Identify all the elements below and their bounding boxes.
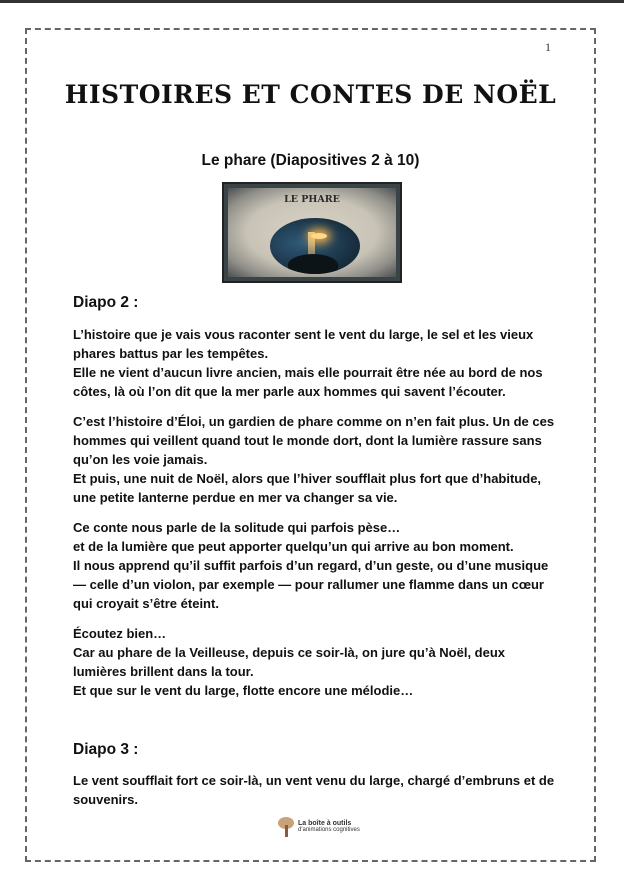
document-title: HISTOIRES ET CONTES DE NOËL (64, 80, 557, 109)
paragraph (73, 624, 553, 700)
text-line: L’histoire que je vais vous raconter sent le vent du large, le sel et les vieux (73, 327, 534, 342)
text-line: lumières brillent dans la tour. (73, 664, 254, 679)
text-line: Car au phare de la Veilleuse, depuis ce soir-là, on jure qu’à Noël, deux (73, 645, 506, 660)
lighthouse-image (222, 182, 402, 283)
text-line: hommes qui veillent quand tout le monde dort, dont la lumière rassure sans (73, 433, 542, 448)
text-line: C’est l’histoire d’Éloi, un gardien de phare comme on n’en fait plus. Un de ces (73, 414, 555, 429)
lighthouse-scene (270, 218, 360, 274)
page-number: 1 (545, 40, 551, 54)
logo-text (298, 820, 360, 834)
text-line: une petite lanterne perdue en mer va changer sa vie. (73, 490, 398, 505)
text-line: qu’on les voie jamais. (73, 452, 208, 467)
text-line: Le vent soufflait fort ce soir-là, un vent venu du large, chargé d’embruns et de (73, 773, 555, 788)
logo-line-1: La boîte à outils (298, 820, 352, 827)
tree-icon (278, 817, 294, 837)
paragraph (73, 412, 553, 507)
text-line: qui croyait s’être éteint. (73, 596, 219, 611)
text-line: côtes, là où l’on dit que la mer parle aux hommes qui savent l’écouter. (73, 384, 506, 399)
text-line: et de la lumière que peut apporter quelqu’un qui arrive au bon moment. (73, 539, 514, 554)
text-line: Écoutez bien… (73, 626, 167, 641)
text-line: phares battus par les tempêtes. (73, 346, 269, 361)
logo-line-2: d'animations cognitives (298, 827, 360, 833)
text-line: souvenirs. (73, 792, 139, 807)
text-line: — celle d’un violon, par exemple — pour rallumer une flamme dans un cœur (73, 577, 544, 592)
paragraph (73, 518, 553, 613)
text-line: Et que sur le vent du large, flotte encore une mélodie… (73, 683, 414, 698)
text-line: Ce conte nous parle de la solitude qui parfois pèse… (73, 520, 401, 535)
paragraph (73, 325, 553, 401)
top-border-line (0, 0, 624, 3)
rock (288, 254, 338, 274)
footer-logo (278, 817, 360, 837)
lighthouse-beam (311, 233, 327, 239)
paragraph (73, 771, 553, 809)
document-subtitle: Le phare (Diapositives 2 à 10) (201, 152, 420, 169)
section-heading-diapo-2: Diapo 2 : (73, 294, 139, 311)
image-label: LE PHARE (284, 194, 340, 205)
text-line: Elle ne vient d’aucun livre ancien, mais elle pourrait être née au bord de nos (73, 365, 543, 380)
text-line: Il nous apprend qu’il suffit parfois d’un regard, d’un geste, ou d’une musique (73, 558, 549, 573)
text-line: Et puis, une nuit de Noël, alors que l’hiver soufflait plus fort que d’habitude, (73, 471, 542, 486)
section-heading-diapo-3: Diapo 3 : (73, 741, 139, 758)
